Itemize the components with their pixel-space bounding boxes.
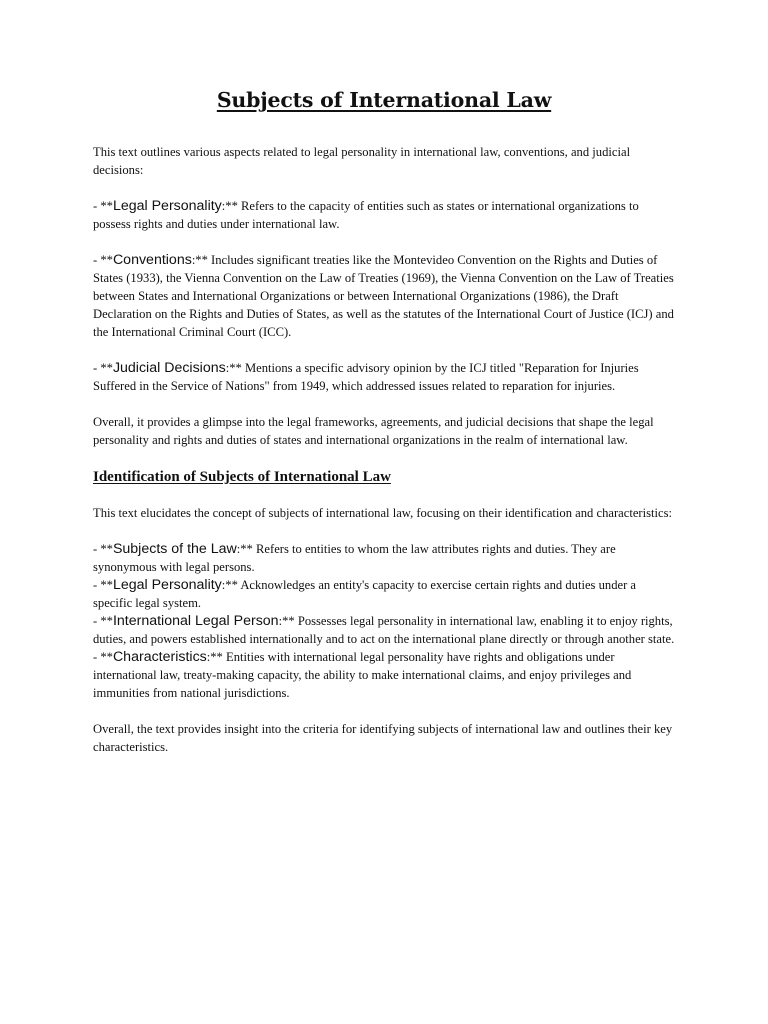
item-prefix: - ** (93, 253, 113, 267)
item-text: Refers to entities to whom the law attributes rights and duties. They are synonymous with legal persons. (93, 542, 616, 574)
section2-item-international-legal-person (93, 612, 675, 648)
item-prefix: - ** (93, 578, 113, 592)
section2-item-legal-personality (93, 576, 675, 612)
document-title: Subjects of International Law (216, 88, 552, 112)
section1-intro: This text outlines various aspects related to legal personality in international law, conventions, and judicial decisions: (93, 145, 631, 177)
item-term: Judicial Decisions (112, 360, 226, 376)
section2-item-subjects-of-the-law (93, 540, 675, 576)
section2-conclusion: Overall, the text provides insight into the criteria for identifying subjects of international law and outlines their key characteristics. (93, 722, 673, 754)
item-term: Legal Personality (112, 577, 222, 593)
item-text: Includes significant treaties like the Montevideo Convention on the Rights and Duties of States (1933), the Vienna Convention on the Law of Treaties (1969), the Vienna Convention on the Law of Treaties between States and International Organizations or between International Organizations (1986), the Draft Declaration on the Rights and Duties of States, as well as the statutes of the International Court of Justice (ICJ) and the International Criminal Court (ICC). (93, 253, 674, 339)
item-term: Characteristics (112, 649, 207, 665)
item-text: Acknowledges an entity's capacity to exercise certain rights and duties under a specific legal system. (93, 578, 637, 610)
item-suffix: :** (191, 253, 208, 267)
section2-item-characteristics (93, 648, 675, 702)
section1-conclusion: Overall, it provides a glimpse into the legal frameworks, agreements, and judicial decisions that shape the legal personality and rights and duties of states and international organizations in the realm of international law. (93, 415, 654, 447)
item-suffix: :** (278, 614, 295, 628)
item-suffix: :** (225, 361, 242, 375)
section1-item-legal-personality (93, 197, 675, 233)
document-page (93, 86, 675, 774)
item-term: Conventions (112, 252, 192, 268)
item-text: Mentions a specific advisory opinion by the ICJ titled "Reparation for Injuries Suffered in the Service of Nations" from 1949, which addressed issues related to reparation for injuries. (93, 361, 639, 393)
item-prefix: - ** (93, 614, 113, 628)
section1-item-judicial-decisions (93, 359, 675, 395)
item-suffix: :** (236, 542, 253, 556)
section2-heading: Identification of Subjects of International Law (93, 469, 391, 485)
item-prefix: - ** (93, 542, 113, 556)
item-suffix: :** (221, 199, 238, 213)
item-prefix: - ** (93, 361, 113, 375)
item-text: Entities with international legal personality have rights and obligations under international law, treaty-making capacity, the ability to make international claims, and enjoy privileges and immunities from national jurisdictions. (93, 650, 632, 700)
item-text: Refers to the capacity of entities such as states or international organizations to possess rights and duties under international law. (93, 199, 639, 231)
item-term: International Legal Person (112, 613, 279, 629)
item-prefix: - ** (93, 199, 113, 213)
item-term: Subjects of the Law (112, 541, 237, 557)
item-text: Possesses legal personality in international law, enabling it to enjoy rights, duties, and powers established internationally and to act on the international plane directly or through another state. (93, 614, 675, 646)
section1-item-conventions (93, 251, 675, 341)
item-suffix: :** (206, 650, 223, 664)
item-prefix: - ** (93, 650, 113, 664)
section2-intro: This text elucidates the concept of subjects of international law, focusing on their identification and characteristics: (93, 506, 672, 520)
item-suffix: :** (221, 578, 238, 592)
item-term: Legal Personality (112, 198, 222, 214)
